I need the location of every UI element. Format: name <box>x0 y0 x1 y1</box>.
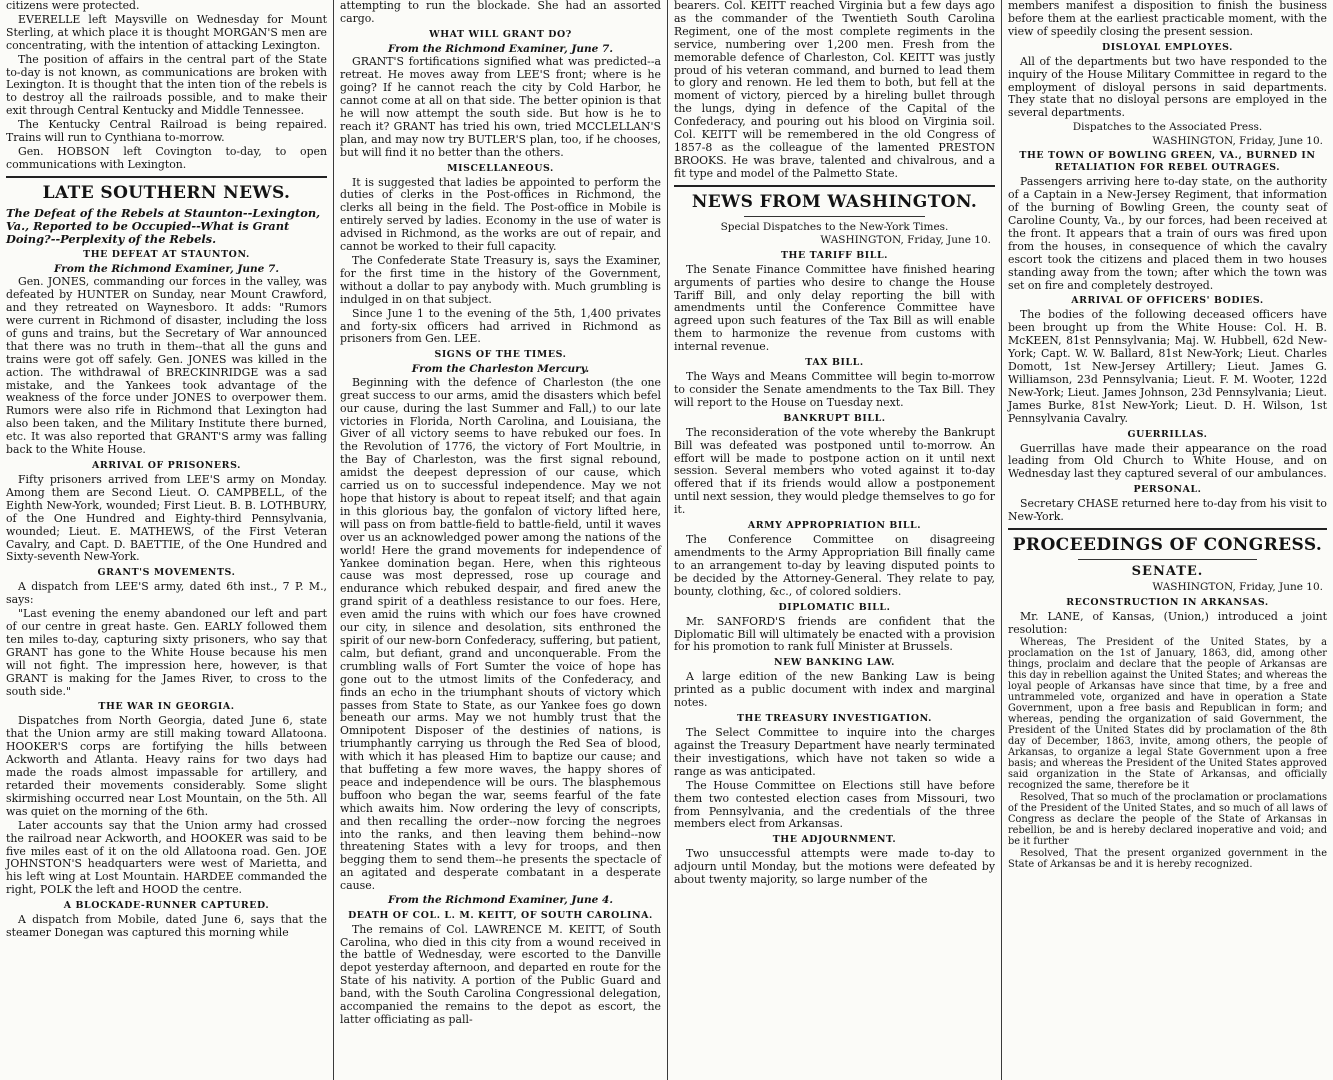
subhead: DIPLOMATIC BILL. <box>778 601 891 613</box>
paragraph: Since June 1 to the evening of the 5th, 1,400 privates and forty-six officers had arrived in Richmond as prisoners from Gen. LEE. <box>340 306 661 346</box>
paragraph: "Last evening the enemy abandoned our left and part of our centre in great haste. Gen. EARLY followed them ten miles to-day, capturing sixty prisoners, who say that GRANT has gone to the White House because his men will not fight. The impression here, however, is that GRANT is making for the James River, to cross to the south side." <box>6 607 327 698</box>
section-divider <box>674 185 995 187</box>
subhead: DEATH OF COL. L. M. KEITT, OF SOUTH CAROLINA. <box>348 909 653 921</box>
headline-news-from-washington: NEWS FROM WASHINGTON. <box>691 191 978 212</box>
paragraph: The Senate Finance Committee have finished hearing arguments of parties who desire to change the House Tariff Bill, and only delay reporting the bill with amendments until the Conference Committee have agreed upon such features of the Tax Bill as will enable them to harmonize the revenue from customs with internal revenue. <box>674 262 995 354</box>
paragraph: Two unsuccessful attempts were made to-day to adjourn until Monday, but the motions were defeated by about twenty majority, so large number of the <box>674 847 995 887</box>
dateline: WASHINGTON, Friday, June 10. <box>1152 134 1323 147</box>
paragraph: A dispatch from Mobile, dated June 6, says that the steamer Donegan was captured this morning while <box>6 913 327 940</box>
short-rule <box>744 216 925 217</box>
subhead: GUERRILLAS. <box>1127 428 1208 440</box>
paragraph: A dispatch from LEE'S army, dated 6th inst., 7 P. M., says: <box>6 580 327 607</box>
paragraph: Mr. LANE, of Kansas, (Union,) introduced a joint resolution: <box>1008 609 1327 636</box>
paragraph: The Conference Committee on disagreeing amendments to the Army Appropriation Bill finally came to an arrangement to-day by leaving disputed points to be decided by the Attorney-General. They relate to pay, bounty, clothing, &c., of colored soldiers. <box>674 533 995 598</box>
subhead: THE ADJOURNMENT. <box>772 834 897 846</box>
paragraph: Resolved, That the present organized government in the State of Arkansas be and it is hereby recognized. <box>1008 848 1327 871</box>
column-4 <box>1002 0 1333 1080</box>
headline-proceedings-of-congress: PROCEEDINGS OF CONGRESS. <box>1012 535 1323 556</box>
headline-deck: The Defeat of the Rebels at Staunton--Lexington, Va., Reported to be Occupied--What is Grant Doing?--Perplexity of the Rebels. <box>6 205 321 246</box>
paragraph: Later accounts say that the Union army had crossed the railroad near Ackworth, and HOOKER was said to be five miles east of it on the old Allatoona road. Gen. JOE JOHNSTON'S headquarters were west of Marietta, and his left wing at Lost Mountain. HARDEE commanded the right, POLK the left and HOOD the centre. <box>6 818 327 897</box>
paragraph: The bodies of the following deceased officers have been brought up from the White House: Col. H. B. McKEEN, 81st Pennsylvania; Maj. W. Hubbell, 62d New-York; Capt. W. W. Ballard, 81st New-York; Lieut. Charles Domott, 1st New-Jersey Artillery; Lieut. James G. Williamson, 23d Pennsylvania; Lieut. F. M. Wooter, 122d New-York; Lieut. James Johnson, 23d Pennsylvania; Lieut. James Burke, 81st New-York; Lieut. D. H. Wilson, 1st Pennsylvania Cavalry. <box>1008 308 1327 425</box>
paragraph: The Kentucky Central Railroad is being repaired. Trains will run to Cynthiana to-morrow. <box>6 118 327 145</box>
column-1 <box>0 0 333 1080</box>
paragraph: attempting to run the blockade. She had an assorted cargo. <box>340 0 661 25</box>
associated-press-line: Dispatches to the Associated Press. <box>1072 121 1263 134</box>
headline-late-southern-news: LATE SOUTHERN NEWS. <box>42 182 291 203</box>
subhead: ARRIVAL OF PRISONERS. <box>92 459 241 471</box>
paragraph: The remains of Col. LAWRENCE M. KEITT, of South Carolina, who died in this city from a wound received in the battle of Wednesday, were escorted to the Danville depot yesterday afternoon, and departed en route for the State of his nativity. A portion of the Public Guard and band, with the South Carolina Congressional delegation, accompanied the remains to the depot as escort, the latter officiating as pall- <box>340 922 661 1026</box>
senate-heading: SENATE. <box>1131 564 1204 580</box>
subhead: THE TREASURY INVESTIGATION. <box>736 713 933 725</box>
subhead: BANKRUPT BILL. <box>783 412 886 424</box>
source-line: From the Charleston Mercury. <box>411 363 590 376</box>
subhead: MISCELLANEOUS. <box>447 162 554 174</box>
column-2 <box>334 0 667 1080</box>
dateline: WASHINGTON, Friday, June 10. <box>820 234 991 247</box>
subhead: ARRIVAL OF OFFICERS' BODIES. <box>1071 295 1264 307</box>
paragraph: Guerrillas have made their appearance on the road leading from Old Church to White House, and on Wednesday last they captured several of our ambulances. <box>1008 441 1327 481</box>
subhead: THE TARIFF BILL. <box>780 249 889 261</box>
subhead: RECONSTRUCTION IN ARKANSAS. <box>1066 596 1269 608</box>
paragraph: The Confederate State Treasury is, says the Examiner, for the first time in the history of the Government, without a dollar to pay anybody with. Much grumbling is indulged in on that subject. <box>340 254 661 306</box>
paragraph: Secretary CHASE returned here to-day from his visit to New-York. <box>1008 497 1327 524</box>
paragraph: The Ways and Means Committee will begin to-morrow to consider the Senate amendments to the Tax Bill. They will report to the House on Tuesday next. <box>674 370 995 409</box>
paragraph: Gen. HOBSON left Covington to-day, to open communications with Lexington. <box>6 144 327 171</box>
paragraph: Resolved, That so much of the proclamation or proclamations of the President of the United States, and so much of all laws of Congress as declare the people of the State of Arkansas in rebellion, be and is hereby declared inoperative and void; and be it further <box>1008 792 1327 848</box>
source-line: From the Richmond Examiner, June 7. <box>388 42 613 55</box>
subhead: THE DEFEAT AT STAUNTON. <box>83 248 250 260</box>
subhead: PERSONAL. <box>1133 484 1202 496</box>
subhead: ARMY APPROPRIATION BILL. <box>747 520 922 532</box>
resolution-text <box>1008 637 1327 870</box>
paragraph: Mr. SANFORD'S friends are confident that the Diplomatic Bill will ultimately be enacted with a provision for his promotion to rank full Minister at Brussels. <box>674 614 995 654</box>
paragraph: members manifest a disposition to finish the business before them at the earliest practicable moment, with the view of speedily closing the present session. <box>1008 0 1327 38</box>
subhead: TAX BILL. <box>805 357 864 369</box>
source-line: From the Richmond Examiner, June 7. <box>54 262 279 275</box>
subhead: DISLOYAL EMPLOYES. <box>1102 41 1233 53</box>
paragraph: EVERELLE left Maysville on Wednesday for Mount Sterling, at which place it is thought MORGAN'S men are concentrating, with the intention of attacking Lexington. <box>6 12 327 52</box>
paragraph: The House Committee on Elections still have before them two contested election cases from Missouri, two from Pennsylvania, and the credentials of the three members elect from Arkansas. <box>674 778 995 831</box>
paragraph: Beginning with the defence of Charleston (the one great success to our arms, amid the disasters which befel our cause, during the last Summer and Fall,) to our late victories in Florida, North Carolina, and Louisiana, the Giver of all victory seems to have rebuked our foes. In the Revolution of 1776, the victory of Fort Moultrie, in the Bay of Charleston, was the first signal rebound, amidst the deepest depression of our cause, which carried us on to successful independence. May we not hope that history is about to repeat itself; and that again in this glorious bay, the gonfalon of victory lifted here, will pass on from battle-field to battle-field, until it waves over us an acknowledged power among the nations of the world! Here the grand movements for independence of Yankee domination began. Here, when this righteous cause was most depressed, rose up courage and endurance which rebuked despair, and fired anew the grand spirit of a deathless resistance to our foes. Here, even amid the ruins with which our foes have crowned our city, in silence and desolation, sits enthroned the spirit of our new-born Confederacy, suffering, but patient, calm, but defiant, grand and unconquerable. From the crumbling walls of Fort Sumter the voice of hope has gone out to the utmost limits of the Confederacy, and finds an echo in the triumphant shouts of victory which passes from State to State, as our Yankee foes go down beneath our arms. May we not humbly trust that the Omnipotent Disposer of the destinies of nations, is triumphantly carrying us through the Red Sea of blood, with which it has pleased Him to baptize our cause; and that buffeting a few more waves, the happy shores of peace and independence will be ours. The blasphemous buffoon who began the war, seems fearful of the fate which awaits him. Now ordering the levy of conscripts, and then recalling the order--now forcing the negroes into the ranks, and then leaving them behind--now threatening States with a levy for troops, and then begging them to send them--he presents the spectacle of an agitated and desperate combatant in a desperate cause. <box>340 375 661 893</box>
subhead: A BLOCKADE-RUNNER CAPTURED. <box>63 900 270 912</box>
paragraph: The position of affairs in the central part of the State to-day is not known, as communications are broken with Lexington. It is thought that the inten tion of the rebels is to destroy all the railroads possible, and to make their exit through Central Kentucky and Middle Tennessee. <box>6 52 327 118</box>
column-3 <box>668 0 1001 1080</box>
paragraph: Passengers arriving here to-day state, on the authority of a Captain in a New-Jersey Regiment, that information of the burning of Bowling Green, the county seat of Caroline County, Va., by our forces, had been received at the front. It appears that a train of ours was fired upon from the houses, in consequence of which the cavalry escort took the citizens and placed them in two houses standing away from the town; after which the town was set on fire and completely destroyed. <box>1008 175 1327 292</box>
paragraph: Fifty prisoners arrived from LEE'S army on Monday. Among them are Second Lieut. O. CAMPBELL, of the Eighth New-York, wounded; First Lieut. B. B. LOTHBURY, of the One Hundred and Eighty-third Pennsylvania, wounded; Lieut. E. MATHEWS, of the First Veteran Cavalry, and Capt. D. BAETTIE, of the One Hundred and Sixty-seventh New-York. <box>6 472 327 564</box>
subhead: GRANT'S MOVEMENTS. <box>97 567 236 579</box>
paragraph: Gen. JONES, commanding our forces in the valley, was defeated by HUNTER on Sunday, near Mount Crawford, and they retreated on Waynesboro. It adds: "Rumors were current in Richmond of disaster, including the loss of guns and trains, but the Secretary of War announced that there was no truth in them--that all the guns and trains were got off safely. Gen. JONES was killed in the action. The withdrawal of BRECKINRIDGE was a sad mistake, and the Yankees took advantage of the weakness of the force under JONES to overpower them. Rumors were also rife in Richmond that Lexington had also been taken, and the Military Institute there burned, etc. It was also reported that GRANT'S army was falling back to the White House. <box>6 275 327 457</box>
paragraph: bearers. Col. KEITT reached Virginia but a few days ago as the commander of the Twentieth South Carolina Regiment, one of the most complete regiments in the service, numbering over 1,200 men. Fresh from the memorable defence of Charleston, Col. KEITT was justly proud of his veteran command, and burned to lead them to glory and renown. He led them to both, but fell at the moment of victory, pierced by a hireling bullet through the lungs, dying in defence of the Capital of the Confederacy, and pouring out his blood on Virginia soil. Col. KEITT will be remembered in the old Congress of 1857-8 as the colleague of the lamented PRESTON BROOKS. He was brave, talented and chivalrous, and a fit type and model of the Palmetto State. <box>674 0 995 180</box>
special-dispatches-line: Special Dispatches to the New-York Times. <box>720 220 949 233</box>
subhead: SIGNS OF THE TIMES. <box>434 349 567 361</box>
paragraph: All of the departments but two have responded to the inquiry of the House Military Committee in regard to the employment of disloyal persons in said departments. They state that no disloyal persons are employed in the several departments. <box>1008 54 1327 120</box>
short-rule <box>1078 559 1257 560</box>
subhead: WHAT WILL GRANT DO? <box>429 28 572 40</box>
dateline: WASHINGTON, Friday, June 10. <box>1152 581 1323 594</box>
paragraph: GRANT'S fortifications signified what was predicted--a retreat. He moves away from LEE'S front; where is he going? If he cannot reach the city by Cold Harbor, he cannot come at all on that side. The better opinion is that he will now attempt the south side. But how is he to reach it? GRANT has tried his own, tried MCCLELLAN'S plan, and may now try BUTLER'S plan, too, if he chooses, but will find it no better than the others. <box>340 55 661 159</box>
paragraph: citizens were protected. <box>6 0 140 12</box>
paragraph: The Select Committee to inquire into the charges against the Treasury Department have nearly terminated their investigations, which have not taken so wide a range as was anticipated. <box>674 726 995 778</box>
section-divider <box>6 176 327 178</box>
paragraph: Dispatches from North Georgia, dated June 6, state that the Union army are still making toward Allatoona. HOOKER'S corps are fortifying the hills between Ackworth and Atlanta. Heavy rains for two days had made the roads almost impassable for artillery, and retarded their movements considerably. Some slight skirmishing occurred near Lost Mountain, on the 5th. All was quiet on the morning of the 6th. <box>6 714 327 818</box>
subhead: THE TOWN OF BOWLING GREEN, VA., BURNED IN RETALIATION FOR REBEL OUTRAGES. <box>1019 150 1316 174</box>
subhead: THE WAR IN GEORGIA. <box>98 701 235 713</box>
subhead: NEW BANKING LAW. <box>774 657 895 669</box>
paragraph: Whereas, The President of the United States, by a proclamation on the 1st of January, 1863, did, among other things, proclaim and declare that the people of Arkansas are this day in rebellion against the United States; and whereas the loyal people of Arkansas have since that time, by a free and untrammeled vote, organized and have in operation a State Government, upon a free basis and Republican in form; and whereas, pending the organization of said Government, the President of the United States did by proclamation of the 8th day of December, 1863, invite, among others, the people of Arkansas, to organize a legal State Government upon a free basis; and whereas the President of the United States approved said organization in the State of Arkansas, and officially recognized the same, therefore be it <box>1008 637 1327 792</box>
paragraph: A large edition of the new Banking Law is being printed as a public document with index and marginal notes. <box>674 670 995 710</box>
paragraph: It is suggested that ladies be appointed to perform the duties of clerks in the Post-offices in Richmond, the clerks all being in the field. The Post-office in Mobile is entirely served by ladies. Economy in the use of water is advised in Richmond, as the works are out of repair, and cannot be worked to their full capacity. <box>340 175 661 254</box>
source-line: From the Richmond Examiner, June 4. <box>388 894 613 907</box>
section-divider <box>1008 528 1327 530</box>
paragraph: The reconsideration of the vote whereby the Bankrupt Bill was defeated was postponed until to-morrow. An effort will be made to postpone action on it until next session. Several members who voted against it to-day offered that if its friends would allow a postponement until next session, they would pledge themselves to go for it. <box>674 425 995 517</box>
